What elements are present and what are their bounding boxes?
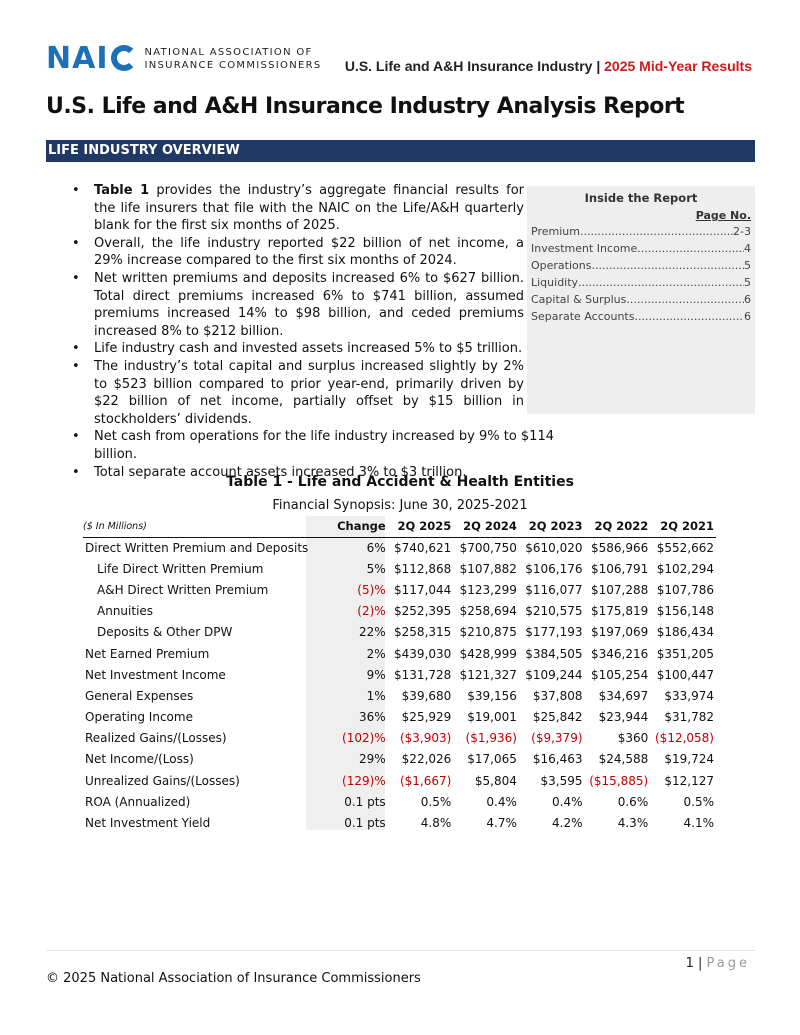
toc-leader-dots	[591, 259, 744, 273]
row-label: Unrealized Gains/(Losses)	[85, 773, 240, 788]
naic-logo	[46, 41, 322, 76]
change-cell: 29%	[359, 752, 386, 767]
value-cell: $107,882	[459, 561, 517, 576]
value-cell: $39,680	[401, 688, 452, 703]
value-cell: $210,875	[459, 625, 517, 640]
logo-mark	[46, 41, 137, 76]
inside-report-title: Inside the Report	[584, 191, 698, 205]
toc-item-page: 5	[744, 276, 751, 289]
change-cell: (5)%	[357, 582, 386, 597]
row-label: ROA (Annualized)	[85, 794, 191, 809]
financial-synopsis-table	[83, 516, 716, 834]
value-cell: $100,447	[656, 667, 714, 682]
logo-line-2: INSURANCE COMMISSIONERS	[144, 60, 322, 71]
toc-leader-dots	[626, 293, 744, 307]
value-cell: $106,791	[590, 561, 649, 576]
change-cell: 0.1 pts	[344, 794, 386, 809]
toc-leader-dots	[578, 276, 744, 290]
toc-item-page: 2-3	[733, 225, 751, 238]
value-cell: $19,001	[467, 710, 517, 725]
table-row	[83, 728, 716, 749]
change-cell: 0.1 pts	[344, 816, 386, 831]
value-cell: $106,176	[525, 561, 583, 576]
value-cell: $33,974	[664, 688, 714, 703]
toc-leader-dots	[634, 310, 744, 324]
value-cell: $39,156	[467, 688, 517, 703]
value-cell: $34,697	[598, 688, 649, 703]
value-cell: $175,819	[590, 604, 649, 619]
value-cell: 0.5%	[683, 794, 714, 809]
report-header-prefix: U.S. Life and A&H Insurance Industry |	[344, 58, 605, 74]
bullet-item: • Net written premiums and deposits increased 6% to $627 billion. Total direct premiums increased 6% to $741 billion, assumed premiums increased 14% to $98 billion, and ceded premiums increased 8% to $212 billion.	[72, 270, 524, 340]
table-row	[83, 537, 716, 558]
value-cell: $252,395	[394, 604, 452, 619]
row-label: Direct Written Premium and Deposits	[85, 540, 309, 555]
value-cell: $25,842	[532, 710, 583, 725]
table-row	[83, 770, 716, 791]
toc-item	[531, 276, 751, 290]
report-header	[345, 58, 752, 74]
value-cell: ($12,058)	[655, 731, 714, 746]
value-cell: ($15,885)	[589, 773, 649, 788]
overview-bullets	[72, 182, 554, 481]
row-label: Annuities	[97, 604, 154, 619]
table-row	[83, 643, 716, 664]
page-no-heading: Page No.	[695, 209, 751, 222]
value-cell: 0.6%	[617, 794, 649, 809]
row-label: A&H Direct Written Premium	[97, 582, 269, 597]
value-cell: $105,254	[590, 667, 649, 682]
table-row	[83, 707, 716, 728]
toc-item-page: 5	[744, 259, 751, 272]
value-cell: 0.4%	[486, 794, 517, 809]
value-cell: 4.1%	[683, 816, 714, 831]
value-cell: $23,944	[598, 710, 649, 725]
table-row	[83, 812, 716, 833]
logo-text	[145, 46, 322, 72]
change-cell: 5%	[366, 561, 386, 576]
toc-item-page: 6	[744, 310, 751, 323]
value-cell: ($3,903)	[399, 731, 452, 746]
change-cell: 6%	[366, 540, 386, 555]
units-label: ($ In Millions)	[83, 516, 310, 537]
value-cell: $116,077	[525, 582, 583, 597]
table-row	[83, 579, 716, 600]
column-header: Change	[310, 516, 387, 537]
toc-item-page: 4	[744, 242, 751, 255]
table-row	[83, 622, 716, 643]
value-cell: $123,299	[459, 582, 517, 597]
value-cell: ($9,379)	[531, 731, 583, 746]
value-cell: $186,434	[656, 625, 714, 640]
row-label: Net Investment Income	[85, 667, 226, 682]
row-label: Net Income/(Loss)	[85, 752, 194, 767]
toc-item-name: Separate Accounts	[531, 310, 635, 323]
value-cell: $117,044	[394, 582, 452, 597]
value-cell: $31,782	[664, 710, 714, 725]
column-header: 2Q 2021	[650, 516, 716, 537]
page-number: 1 | Page	[685, 956, 750, 971]
row-label: Net Investment Yield	[85, 816, 211, 831]
value-cell: $210,575	[525, 604, 583, 619]
change-cell: 2%	[366, 646, 386, 661]
value-cell: $17,065	[467, 752, 517, 767]
value-cell: $107,288	[590, 582, 649, 597]
value-cell: $586,966	[590, 540, 649, 555]
logo-line-1: NATIONAL ASSOCIATION OF	[144, 47, 313, 58]
footer-divider	[46, 950, 755, 951]
value-cell: 4.3%	[617, 816, 649, 831]
toc-item-name: Premium	[531, 225, 580, 238]
value-cell: 4.7%	[486, 816, 517, 831]
value-cell: $351,205	[656, 646, 714, 661]
value-cell: $25,929	[401, 710, 452, 725]
value-cell: $439,030	[394, 646, 452, 661]
value-cell: $107,786	[656, 582, 714, 597]
value-cell: $360	[617, 731, 649, 746]
value-cell: $12,127	[664, 773, 714, 788]
toc-leader-dots	[637, 242, 744, 256]
value-cell: $109,244	[525, 667, 583, 682]
column-header: 2Q 2024	[453, 516, 519, 537]
logo-c-icon	[111, 45, 137, 71]
value-cell: $131,728	[394, 667, 452, 682]
table-row	[83, 601, 716, 622]
toc-item	[531, 310, 751, 324]
value-cell: ($1,936)	[465, 731, 517, 746]
value-cell: $428,999	[459, 646, 517, 661]
toc-item-name: Investment Income	[531, 242, 638, 255]
toc-item-name: Operations	[531, 259, 592, 272]
value-cell: ($1,667)	[399, 773, 452, 788]
toc-item	[531, 293, 751, 307]
column-header: 2Q 2023	[519, 516, 585, 537]
section-heading: LIFE INDUSTRY OVERVIEW	[46, 140, 755, 162]
value-cell: $700,750	[459, 540, 517, 555]
table-subtitle: Financial Synopsis: June 30, 2025-2021	[272, 498, 528, 513]
row-label: General Expenses	[85, 688, 194, 703]
table-header-row	[83, 516, 716, 537]
value-cell: $740,621	[394, 540, 452, 555]
value-cell: 0.5%	[420, 794, 452, 809]
value-cell: $16,463	[532, 752, 583, 767]
bullet-item: • Life industry cash and invested assets increased 5% to $5 trillion.	[72, 340, 524, 358]
change-cell: (2)%	[357, 604, 386, 619]
toc-item	[531, 242, 751, 256]
row-label: Operating Income	[85, 710, 193, 725]
row-label: Deposits & Other DPW	[97, 625, 233, 640]
change-cell: (129)%	[342, 773, 386, 788]
toc-item-page: 6	[744, 293, 751, 306]
value-cell: $19,724	[664, 752, 714, 767]
bullet-item: • Overall, the life industry reported $22 billion of net income, a 29% increase compared to the first six months of 2024.	[72, 235, 524, 270]
value-cell: $610,020	[525, 540, 583, 555]
report-header-highlight: 2025 Mid-Year Results	[604, 58, 752, 74]
row-label: Realized Gains/(Losses)	[85, 731, 227, 746]
value-cell: $112,868	[394, 561, 452, 576]
value-cell: $37,808	[532, 688, 583, 703]
bullet-item: • Net cash from operations for the life industry increased by 9% to $114 billion.	[72, 428, 572, 463]
column-header: 2Q 2025	[388, 516, 454, 537]
page-title: U.S. Life and A&H Insurance Industry Analysis Report	[46, 94, 685, 119]
change-cell: 9%	[366, 667, 386, 682]
toc-item-name: Liquidity	[531, 276, 579, 289]
table-row	[83, 685, 716, 706]
value-cell: 0.4%	[552, 794, 583, 809]
toc-item	[531, 225, 751, 239]
change-cell: (102)%	[342, 731, 386, 746]
logo-letters: NAI	[46, 41, 109, 76]
change-cell: 22%	[359, 625, 386, 640]
value-cell: $177,193	[525, 625, 583, 640]
row-label: Net Earned Premium	[85, 646, 210, 661]
toc-leader-dots	[580, 225, 733, 239]
bullet-item: • Total separate account assets increased 3% to $3 trillion.	[72, 464, 572, 482]
value-cell: $258,315	[394, 625, 452, 640]
value-cell: $121,327	[459, 667, 517, 682]
toc-item	[531, 259, 751, 273]
bullet-item: • Table 1 provides the industry’s aggregate financial results for the life insurers that file with the NAIC on the Life/A&H quarterly blank for the first six months of 2025.	[72, 182, 524, 235]
table-row	[83, 749, 716, 770]
table-row	[83, 791, 716, 812]
value-cell: $24,588	[598, 752, 649, 767]
table-row	[83, 664, 716, 685]
table-title: Table 1 - Life and Accident & Health Entities	[226, 474, 574, 490]
value-cell: $22,026	[401, 752, 452, 767]
value-cell: $102,294	[656, 561, 714, 576]
value-cell: $5,804	[474, 773, 517, 788]
value-cell: $156,148	[656, 604, 714, 619]
toc-item-name: Capital & Surplus	[531, 293, 627, 306]
copyright-notice: © 2025 National Association of Insurance Commissioners	[46, 971, 421, 986]
column-header: 2Q 2022	[585, 516, 651, 537]
value-cell: $258,694	[459, 604, 517, 619]
value-cell: $384,505	[525, 646, 583, 661]
value-cell: $3,595	[540, 773, 583, 788]
row-label: Life Direct Written Premium	[97, 561, 264, 576]
value-cell: 4.2%	[552, 816, 583, 831]
value-cell: $197,069	[590, 625, 649, 640]
change-cell: 36%	[359, 710, 386, 725]
inside-the-report-box	[527, 186, 755, 414]
bullet-item: • The industry’s total capital and surplus increased slightly by 2% to $523 billion compared to prior year-end, primarily driven by $22 billion of net income, partially offset by $15 billion in stockholders’ dividends.	[72, 358, 524, 428]
value-cell: $552,662	[656, 540, 714, 555]
value-cell: $346,216	[590, 646, 649, 661]
change-cell: 1%	[366, 688, 386, 703]
value-cell: 4.8%	[420, 816, 452, 831]
table-row	[83, 558, 716, 579]
